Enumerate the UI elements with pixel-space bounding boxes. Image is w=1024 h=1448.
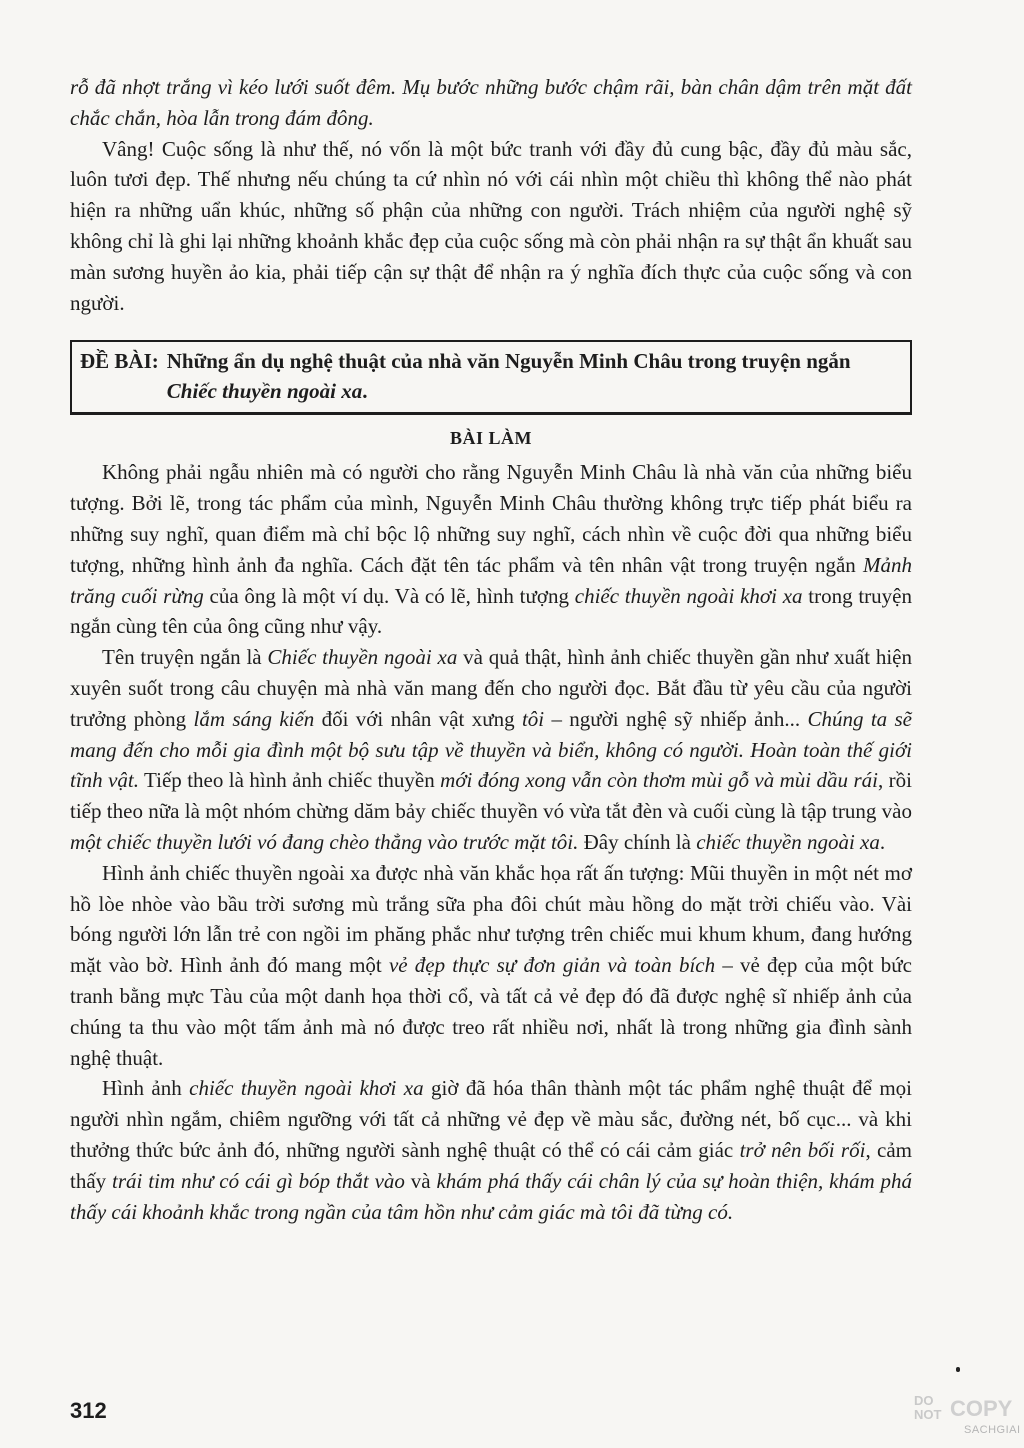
body-paragraph-3	[70, 858, 912, 1074]
text-run: của ông là một ví dụ. Và có lẽ, hình tượng	[203, 583, 575, 608]
page-number: 312	[70, 1398, 107, 1423]
text-run: và	[404, 1168, 437, 1193]
italic-run: Chiếc thuyền ngoài xa	[267, 645, 458, 670]
italic-run: lắm sáng kiến	[193, 706, 315, 731]
italic-run: một chiếc thuyền lưới vó đang chèo thẳng vào trước mặt tôi.	[70, 829, 579, 854]
section-title: BÀI LÀM	[449, 428, 532, 449]
italic-run: tôi	[521, 706, 545, 731]
italic-run: chiếc thuyền ngoài xa	[696, 829, 880, 854]
text-run: Đây chính là	[578, 829, 697, 854]
watermark-site: SACHGIAI	[964, 1424, 1021, 1436]
page-content	[70, 72, 912, 1227]
italic-run: chiếc thuyền ngoài khơi xa	[574, 583, 803, 608]
text-run: trong truyện ngắn cùng tên của ông cũng như vậy.	[70, 583, 912, 639]
text-run: giờ đã hóa thân thành một tác phẩm nghệ thuật để mọi người nhìn ngắm, chiêm ngưỡng với tất cả những vẻ đẹp về màu sắc, đường nét, bố cục... và khi thưởng thức bức ảnh đó, những người sành nghệ thuật có thể có cái cảm giác	[70, 1076, 912, 1162]
text-run: Không phải ngẫu nhiên mà có người cho rằng Nguyễn Minh Châu là nhà văn của những biểu tượng. Bởi lẽ, trong tác phẩm của mình, Nguyễn Minh Châu thường không trực tiếp phát biểu ra những suy nghĩ, quan điểm mà chỉ bộc lộ những suy nghĩ, cách nhìn về cuộc đời qua những biểu tượng, những hình ảnh đa nghĩa. Cách đặt tên tác phẩm và tên nhân vật trong truyện ngắn	[70, 460, 912, 577]
body-paragraph-4	[70, 1073, 912, 1227]
text-run: đối với nhân vật xưng	[314, 706, 522, 731]
text-run: , cảm thấy	[70, 1137, 912, 1193]
italic-run: vẻ đẹp thực sự đơn giản và toàn bích	[388, 953, 716, 978]
topic-box	[70, 340, 912, 415]
italic-run: Chúng ta sẽ mang đến cho mỗi gia đình một bộ sưu tập về thuyền và biển, không có người. Hoàn toàn thế giới tĩnh vật.	[70, 706, 912, 793]
italic-run: trở nên bối rối	[739, 1137, 866, 1162]
watermark-do: DO	[914, 1393, 934, 1408]
watermark-logo	[910, 1393, 1021, 1442]
topic-text	[167, 346, 900, 406]
italic-run: mới đóng xong vẫn còn thơm mùi gỗ và mùi dầu rái	[440, 768, 878, 793]
paragraph-conclusion: Vâng! Cuộc sống là như thế, nó vốn là một bức tranh với đầy đủ cung bậc, đầy đủ màu sắc, luôn tươi đẹp. Thế nhưng nếu chúng ta cứ nhìn nó với cái nhìn một chiều thì không thể nào phát hiện ra những uẩn khúc, những số phận của những con người. Trách nhiệm của người nghệ sỹ không chỉ là ghi lại những khoảnh khắc đẹp của cuộc sống mà còn phải nhận ra sự thật ẩn khuất sau màn sương huyền ảo kia, phải tiếp cận sự thật để nhận ra ý nghĩa đích thực của cuộc sống và con người.	[70, 136, 912, 315]
text-run: Tên truyện ngắn là	[102, 645, 268, 670]
italic-run: chiếc thuyền ngoài khơi xa	[189, 1076, 424, 1101]
body-paragraph-2	[70, 642, 912, 858]
text-run: Hình ảnh	[102, 1076, 190, 1101]
italic-run: Mảnh trăng cuối rừng	[70, 552, 912, 608]
watermark-copy: COPY	[950, 1396, 1013, 1421]
watermark-not: NOT	[914, 1407, 942, 1422]
italic-run: khám phá thấy cái chân lý của sự hoàn thiện, khám phá thấy cái khoảnh khắc trong ngần của tâm hồn như cảm giác mà tôi đã từng có.	[70, 1168, 912, 1224]
topic-text-title: Chiếc thuyền ngoài xa	[166, 379, 363, 404]
body-paragraph-1	[70, 457, 912, 642]
text-run: , rồi tiếp theo nữa là một nhóm chừng dăm bảy chiếc thuyền vó vừa tắt đèn và cuối cùng là tập trung vào	[70, 768, 912, 824]
topic-label: ĐỀ BÀI:	[80, 349, 159, 374]
text-run: – vẻ đẹp của một bức tranh bằng mực Tàu của một danh họa thời cổ, và tất cả vẻ đẹp đó đã được nghệ sĩ nhiếp ảnh của chúng ta thu vào một tấm ảnh mà nó được treo rất nhiều nơi, nhất là trong những gia đình sành nghệ thuật.	[70, 953, 912, 1070]
paragraph-continued: rỗ đã nhợt trắng vì kéo lưới suốt đêm. Mụ bước những bước chậm rãi, bàn chân dậm trên mặt đất chắc chắn, hòa lẫn trong đám đông.	[70, 75, 912, 130]
topic-text-main: Những ẩn dụ nghệ thuật của nhà văn Nguyễn Minh Châu trong truyện ngắn	[166, 349, 851, 374]
stray-mark	[956, 1367, 960, 1372]
text-run: Tiếp theo là hình ảnh chiếc thuyền	[139, 768, 441, 793]
text-run: Hình ảnh chiếc thuyền ngoài xa được nhà văn khắc họa rất ấn tượng: Mũi thuyền in một nét mơ hồ lòe nhòe vào bầu trời sương mù trắng sữa pha đôi chút màu hồng do mặt trời chiếu vào. Vài bóng người lớn lẫn trẻ con ngồi im phăng phắc như tượng trên chiếc mui khum khum, đang hướng mặt vào bờ. Hình ảnh đó mang một	[70, 860, 912, 978]
text-run: – người nghệ sỹ nhiếp ảnh...	[544, 706, 808, 731]
topic-text-end: .	[362, 379, 368, 404]
text-run: và quả thật, hình ảnh chiếc thuyền gần như xuất hiện xuyên suốt trong câu chuyện mà nhà văn mang đến cho người đọc. Bắt đầu từ yêu cầu của người trưởng phòng	[70, 645, 912, 731]
italic-run: trái tim như có cái gì bóp thắt vào	[112, 1168, 405, 1193]
text-run: .	[879, 829, 886, 854]
